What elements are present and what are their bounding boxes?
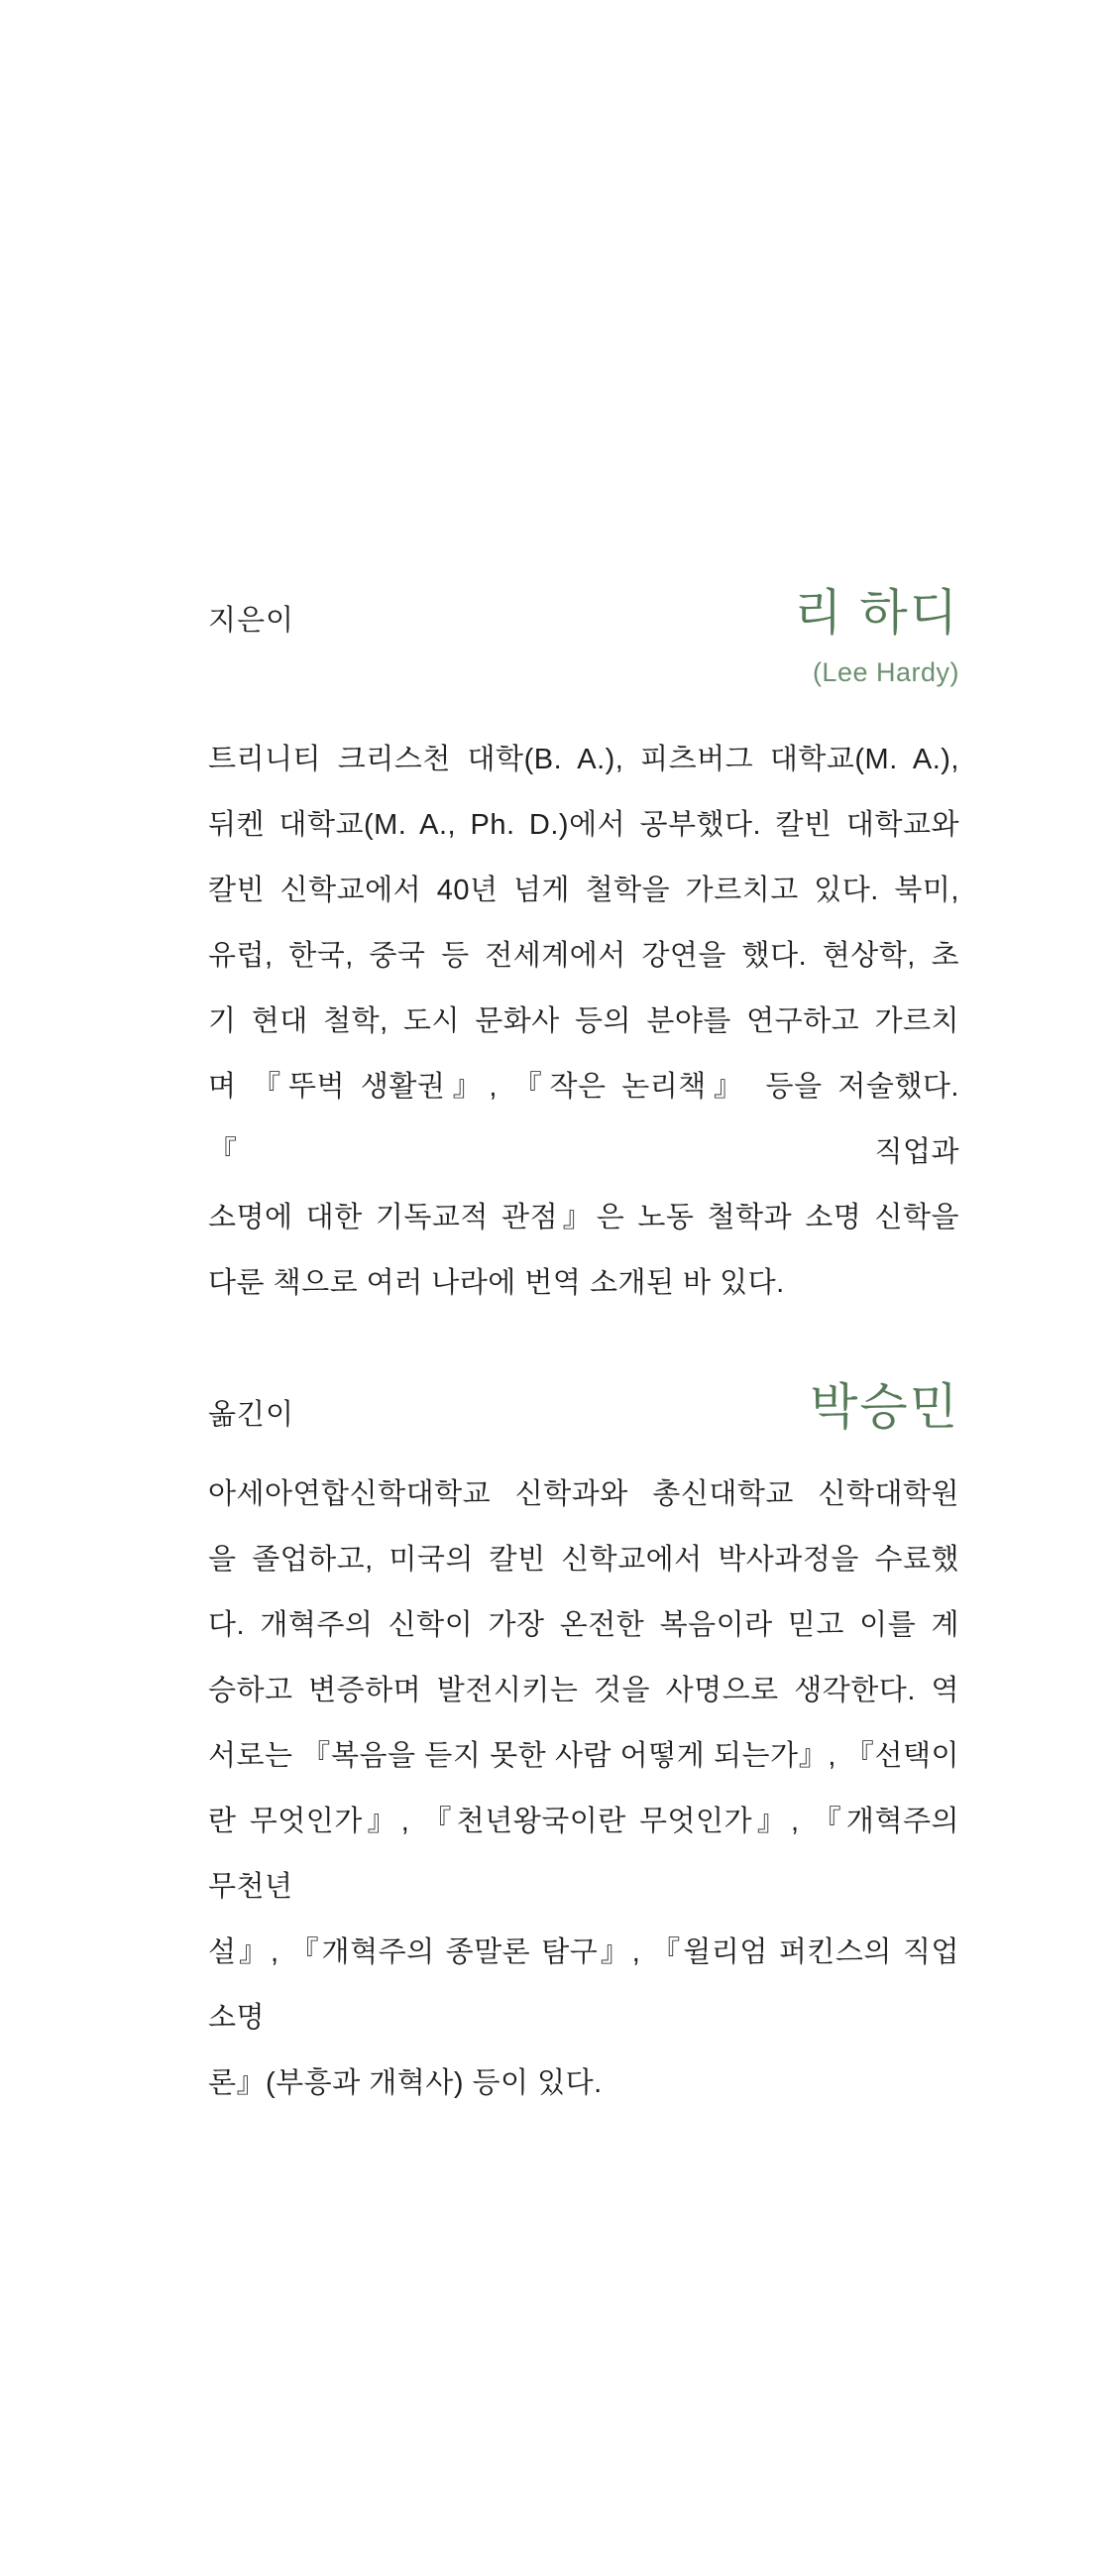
- translator-section: [208, 1377, 959, 2116]
- bio-line: 서로는 『복음을 듣지 못한 사람 어떻게 되는가』, 『선택이: [208, 1740, 959, 1772]
- bio-line: 다. 개혁주의 신학이 가장 온전한 복음이라 믿고 이를 계: [208, 1609, 959, 1641]
- bio-line: 유럽, 한국, 중국 등 전세계에서 강연을 했다. 현상학, 초: [208, 940, 959, 972]
- author-name: 리 하디: [794, 585, 959, 641]
- bio-line: 승하고 변증하며 발전시키는 것을 사명으로 생각한다. 역: [208, 1675, 959, 1706]
- bio-line: 을 졸업하고, 미국의 칼빈 신학교에서 박사과정을 수료했: [208, 1544, 959, 1576]
- author-section: [208, 583, 959, 1316]
- translator-role-label: 옮긴이: [208, 1399, 295, 1431]
- author-role-label: 지은이: [208, 605, 295, 637]
- bio-line: 론』(부흥과 개혁사) 등이 있다.: [208, 2067, 603, 2099]
- translator-bio: [208, 1462, 959, 2116]
- bio-line: 칼빈 신학교에서 40년 넘게 철학을 가르치고 있다. 북미,: [208, 875, 959, 906]
- bio-line: 란 무엇인가』, 『천년왕국이란 무엇인가』, 『개혁주의 무천년: [208, 1806, 959, 1903]
- bio-line: 설』, 『개혁주의 종말론 탐구』, 『윌리엄 퍼킨스의 직업 소명: [208, 1936, 959, 2034]
- bio-line: 소명에 대한 기독교적 관점』은 노동 철학과 소명 신학을: [208, 1202, 959, 1233]
- author-romanized-name: (Lee Hardy): [812, 657, 959, 687]
- bio-line: 며 『뚜벅 생활권』, 『작은 논리책』 등을 저술했다. 『직업과: [208, 1071, 959, 1168]
- bio-line: 기 현대 철학, 도시 문화사 등의 분야를 연구하고 가르치: [208, 1005, 959, 1037]
- author-header-row: [208, 583, 959, 643]
- bio-line: 뒤켄 대학교(M. A., Ph. D.)에서 공부했다. 칼빈 대학교와: [208, 809, 959, 841]
- bio-line: 아세아연합신학대학교 신학과와 총신대학교 신학대학원: [208, 1478, 959, 1510]
- translator-header-row: [208, 1377, 959, 1437]
- author-bio: [208, 727, 959, 1316]
- bio-line: 트리니티 크리스천 대학(B. A.), 피츠버그 대학교(M. A.),: [208, 744, 959, 775]
- translator-name: 박승민: [810, 1379, 959, 1435]
- bio-line: 다룬 책으로 여러 나라에 번역 소개된 바 있다.: [208, 1267, 785, 1299]
